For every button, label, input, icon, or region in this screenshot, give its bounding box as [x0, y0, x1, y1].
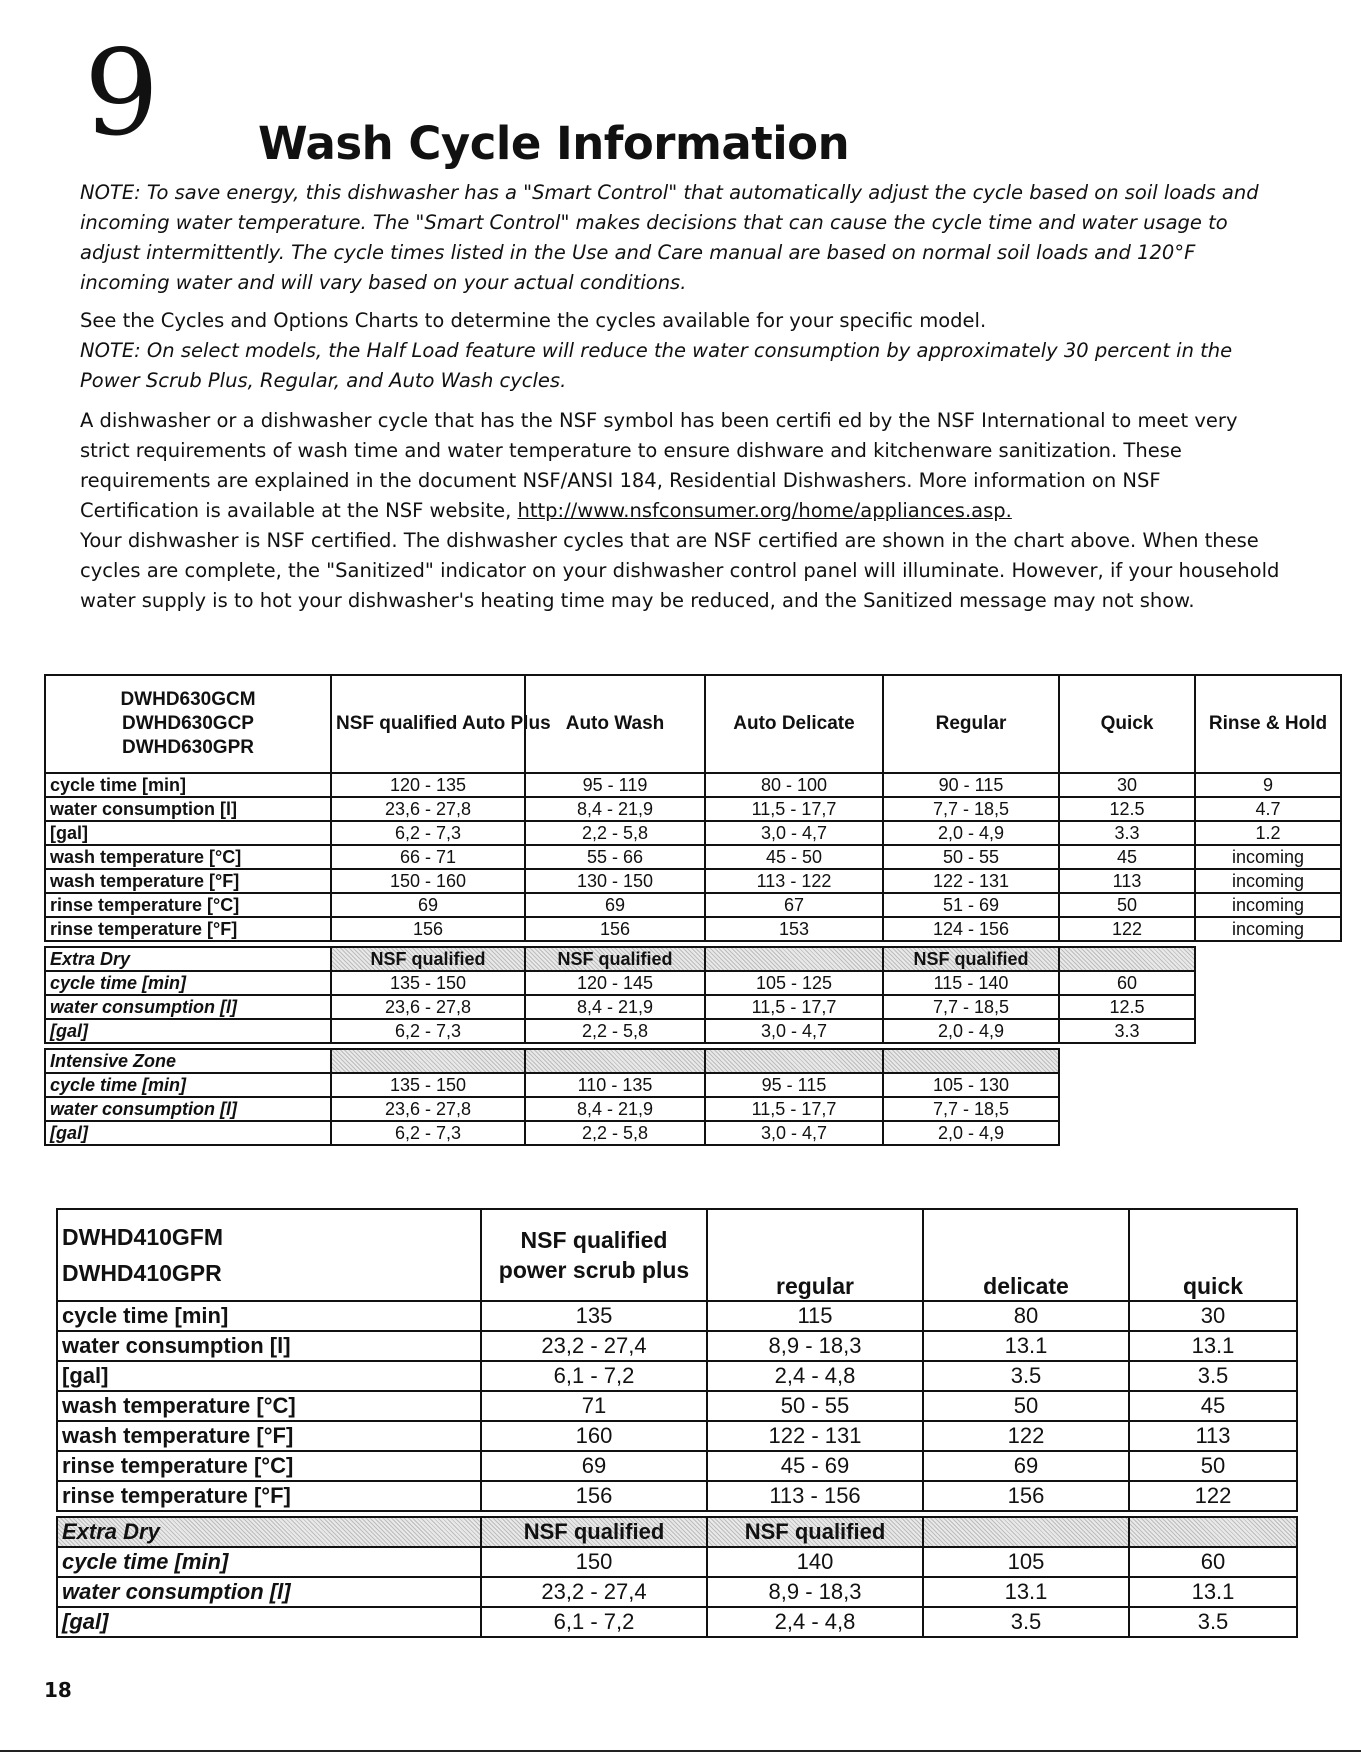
shaded-cell [1129, 1517, 1297, 1547]
nsf-badge: NSF qualified [525, 947, 705, 971]
extra-dry-label: Extra Dry [57, 1517, 481, 1547]
column-header: delicate [923, 1209, 1129, 1301]
table-cell: 150 - 160 [331, 869, 525, 893]
table-cell: 45 [1129, 1391, 1297, 1421]
table-cell: 113 [1059, 869, 1195, 893]
table-cell: 110 - 135 [525, 1073, 705, 1097]
row-label: water consumption [l] [45, 1097, 331, 1121]
empty-cell [1059, 1049, 1195, 1073]
table-row [45, 1121, 1341, 1145]
table-cell: 6,1 - 7,2 [481, 1361, 707, 1391]
intensive-header-row [45, 1049, 1341, 1073]
table-cell: 156 [481, 1481, 707, 1511]
table-cell: 2,0 - 4,9 [883, 821, 1059, 845]
table-cell: 105 - 125 [705, 971, 883, 995]
table-cell: 60 [1129, 1547, 1297, 1577]
table-cell: incoming [1195, 845, 1341, 869]
model-name: DWHD630GCP [122, 713, 254, 734]
table-cell: 3.5 [1129, 1607, 1297, 1637]
empty-cell [1195, 1019, 1341, 1043]
row-label: wash temperature [°C] [45, 845, 331, 869]
row-label: water consumption [l] [45, 995, 331, 1019]
intensive-label: Intensive Zone [45, 1049, 331, 1073]
row-label: wash temperature [°F] [45, 869, 331, 893]
table-row [57, 1391, 1297, 1421]
table-row [45, 1097, 1341, 1121]
row-label: rinse temperature [°C] [45, 893, 331, 917]
row-label: rinse temperature [°F] [45, 917, 331, 941]
table-row [45, 869, 1341, 893]
column-header: NSF qualified Auto Plus [331, 675, 525, 773]
table-cell: 2,2 - 5,8 [525, 821, 705, 845]
model-name: DWHD410GFM [62, 1224, 224, 1250]
nsf-website-link[interactable]: http://www.nsfconsumer.org/home/appliances.asp. [517, 499, 1012, 522]
table-cell: 3.5 [1129, 1361, 1297, 1391]
column-header: Rinse & Hold [1195, 675, 1341, 773]
table-cell: 45 [1059, 845, 1195, 869]
table-cell: 153 [705, 917, 883, 941]
column-header: Regular [883, 675, 1059, 773]
extra-dry-label: Extra Dry [45, 947, 331, 971]
table-cell: 80 [923, 1301, 1129, 1331]
table-cell: 120 - 135 [331, 773, 525, 797]
table-cell: 8,4 - 21,9 [525, 995, 705, 1019]
nsf-certified-text: Your dishwasher is NSF certified. The dishwasher cycles that are NSF certified are shown in the chart above. When these cycles are complete, the "Sanitized" indicator on your dishwasher control panel will illuminate. However, if your household water supply is to hot your dishwasher's heating time may be reduced, and the Sanitized message may not show. [80, 529, 1280, 612]
model-list [45, 675, 331, 773]
table-row [45, 995, 1341, 1019]
table-cell: 8,9 - 18,3 [707, 1331, 923, 1361]
table-cell: 122 [1059, 917, 1195, 941]
table-cell: 51 - 69 [883, 893, 1059, 917]
table-cell: 13.1 [1129, 1577, 1297, 1607]
see-charts-text: See the Cycles and Options Charts to determine the cycles available for your specific model. [80, 309, 987, 332]
column-header: quick [1129, 1209, 1297, 1301]
table-cell: incoming [1195, 917, 1341, 941]
row-label: rinse temperature [°C] [57, 1451, 481, 1481]
shaded-cell [705, 947, 883, 971]
table-cell: 122 - 131 [883, 869, 1059, 893]
footer-rule [0, 1750, 1361, 1752]
table-cell: 95 - 119 [525, 773, 705, 797]
nsf-paragraph [80, 406, 1280, 526]
empty-cell [1059, 1121, 1195, 1145]
table-cell: 12.5 [1059, 797, 1195, 821]
model-name: DWHD410GPR [62, 1260, 222, 1286]
table-cell: 6,2 - 7,3 [331, 1121, 525, 1145]
table-cell: 2,4 - 4,8 [707, 1607, 923, 1637]
table-cell: 50 [923, 1391, 1129, 1421]
table-cell: 3.5 [923, 1361, 1129, 1391]
empty-cell [1059, 1073, 1195, 1097]
nsf-info [80, 406, 1280, 616]
table-row [57, 1607, 1297, 1637]
row-label: wash temperature [°C] [57, 1391, 481, 1421]
table-row [57, 1451, 1297, 1481]
table-cell: 113 - 122 [705, 869, 883, 893]
table-cell: 45 - 50 [705, 845, 883, 869]
column-header: regular [707, 1209, 923, 1301]
extra-dry-header-row [45, 947, 1341, 971]
table-cell: 122 [1129, 1481, 1297, 1511]
table-cell: 8,4 - 21,9 [525, 1097, 705, 1121]
nsf-text: A dishwasher or a dishwasher cycle that has the NSF symbol has been certifi ed by the NSF International to meet very strict requirements of wash time and water temperature to ensure dishware and kitchenware sanitization. These requirements are explained in the document NSF/ANSI 184, Residential Dishwashers. More information on NSF Certification is available at the NSF website, [80, 409, 1238, 522]
row-label: wash temperature [°F] [57, 1421, 481, 1451]
empty-cell [1195, 971, 1341, 995]
column-header [481, 1209, 707, 1301]
row-label: cycle time [min] [45, 971, 331, 995]
cycle-table-dwhd630 [44, 674, 1342, 1146]
table-cell: 160 [481, 1421, 707, 1451]
table-cell: 69 [331, 893, 525, 917]
table-cell: 3.5 [923, 1607, 1129, 1637]
shaded-cell [705, 1049, 883, 1073]
shaded-cell [923, 1517, 1129, 1547]
table-cell: 8,9 - 18,3 [707, 1577, 923, 1607]
table-row [57, 1301, 1297, 1331]
cycle-table-dwhd410 [56, 1208, 1298, 1638]
table-cell: 140 [707, 1547, 923, 1577]
table-cell: 113 [1129, 1421, 1297, 1451]
table-cell: 3,0 - 4,7 [705, 1121, 883, 1145]
table-cell: 67 [705, 893, 883, 917]
table-cell: 95 - 115 [705, 1073, 883, 1097]
row-label: cycle time [min] [57, 1301, 481, 1331]
column-header: Quick [1059, 675, 1195, 773]
table-cell: 30 [1129, 1301, 1297, 1331]
note-half-load: NOTE: On select models, the Half Load feature will reduce the water consumption by approximately 30 percent in the Power Scrub Plus, Regular, and Auto Wash cycles. [80, 339, 1233, 392]
table-cell: 7,7 - 18,5 [883, 1097, 1059, 1121]
row-label: cycle time [min] [57, 1547, 481, 1577]
row-label: water consumption [l] [57, 1331, 481, 1361]
note-smart-control: NOTE: To save energy, this dishwasher has a "Smart Control" that automatically adjust the cycle based on soil loads and incoming water temperature. The "Smart Control" makes decisions that can cause the cycle time and water usage to adjust intermittently. The cycle times listed in the Use and Care manual are based on normal soil loads and 120°F incoming water and will vary based on your actual conditions. [80, 181, 1259, 294]
table-cell: 113 - 156 [707, 1481, 923, 1511]
table-cell: 30 [1059, 773, 1195, 797]
row-label: water consumption [l] [57, 1577, 481, 1607]
nsf-badge: NSF qualified [331, 947, 525, 971]
table-cell: 135 [481, 1301, 707, 1331]
model-name: DWHD630GPR [122, 737, 254, 758]
table-cell: 90 - 115 [883, 773, 1059, 797]
table-cell: 1.2 [1195, 821, 1341, 845]
table-cell: 2,2 - 5,8 [525, 1121, 705, 1145]
row-label: cycle time [min] [45, 773, 331, 797]
table-cell: 122 [923, 1421, 1129, 1451]
table-row [57, 1361, 1297, 1391]
table-row [57, 1547, 1297, 1577]
row-label: [gal] [45, 1121, 331, 1145]
cycles-reference [80, 306, 1280, 396]
table-cell: 150 [481, 1547, 707, 1577]
table-cell: 60 [1059, 971, 1195, 995]
table-cell: 69 [481, 1451, 707, 1481]
table-row [57, 1481, 1297, 1511]
table-cell: 156 [923, 1481, 1129, 1511]
table-row [45, 821, 1341, 845]
table-cell: 69 [923, 1451, 1129, 1481]
table-cell: 50 - 55 [707, 1391, 923, 1421]
shaded-cell [331, 1049, 525, 1073]
table-cell: 11,5 - 17,7 [705, 995, 883, 1019]
table-row [45, 773, 1341, 797]
empty-cell [1195, 1097, 1341, 1121]
table-cell: 71 [481, 1391, 707, 1421]
table-cell: 9 [1195, 773, 1341, 797]
table-header-row [57, 1209, 1297, 1301]
table-cell: 122 - 131 [707, 1421, 923, 1451]
row-label: [gal] [45, 821, 331, 845]
shaded-cell [883, 1049, 1059, 1073]
table-cell: 55 - 66 [525, 845, 705, 869]
table-row [45, 1019, 1341, 1043]
table-cell: 3.3 [1059, 1019, 1195, 1043]
table-cell: 69 [525, 893, 705, 917]
table-cell: 11,5 - 17,7 [705, 1097, 883, 1121]
table-row [45, 971, 1341, 995]
table-cell: 105 [923, 1547, 1129, 1577]
table-cell: 45 - 69 [707, 1451, 923, 1481]
table-cell: 135 - 150 [331, 971, 525, 995]
empty-cell [1059, 1097, 1195, 1121]
table-cell: 124 - 156 [883, 917, 1059, 941]
table-cell: 2,2 - 5,8 [525, 1019, 705, 1043]
table-cell: 6,2 - 7,3 [331, 1019, 525, 1043]
model-list [57, 1209, 481, 1301]
table-cell: 115 [707, 1301, 923, 1331]
empty-cell [1195, 947, 1341, 971]
row-label: [gal] [57, 1607, 481, 1637]
table-row [45, 917, 1341, 941]
table-cell: 2,0 - 4,9 [883, 1019, 1059, 1043]
table-cell: 80 - 100 [705, 773, 883, 797]
table-cell: 156 [525, 917, 705, 941]
table-cell: 3,0 - 4,7 [705, 1019, 883, 1043]
table-cell: 23,2 - 27,4 [481, 1331, 707, 1361]
table-cell: 11,5 - 17,7 [705, 797, 883, 821]
table-cell: incoming [1195, 893, 1341, 917]
table-row [57, 1331, 1297, 1361]
table-cell: 13.1 [923, 1331, 1129, 1361]
shaded-cell [1059, 947, 1195, 971]
table-cell: incoming [1195, 869, 1341, 893]
table-cell: 105 - 130 [883, 1073, 1059, 1097]
table-cell: 3.3 [1059, 821, 1195, 845]
row-label: [gal] [45, 1019, 331, 1043]
empty-cell [1195, 995, 1341, 1019]
table-cell: 4.7 [1195, 797, 1341, 821]
table-row [45, 1073, 1341, 1097]
table-cell: 115 - 140 [883, 971, 1059, 995]
table-cell: 13.1 [923, 1577, 1129, 1607]
shaded-cell [525, 1049, 705, 1073]
extra-dry-header-row [57, 1517, 1297, 1547]
nsf-badge: NSF qualified [481, 1517, 707, 1547]
table-cell: 2,0 - 4,9 [883, 1121, 1059, 1145]
table-cell: 7,7 - 18,5 [883, 797, 1059, 821]
empty-cell [1195, 1073, 1341, 1097]
column-header: Auto Delicate [705, 675, 883, 773]
row-label: water consumption [l] [45, 797, 331, 821]
table-cell: 50 [1129, 1451, 1297, 1481]
table-cell: 3,0 - 4,7 [705, 821, 883, 845]
table-cell: 135 - 150 [331, 1073, 525, 1097]
table-cell: 23,6 - 27,8 [331, 1097, 525, 1121]
empty-cell [1195, 1049, 1341, 1073]
table-row [57, 1421, 1297, 1451]
table-cell: 120 - 145 [525, 971, 705, 995]
column-header-line: NSF qualified [520, 1227, 668, 1253]
smart-control-note [80, 178, 1280, 298]
table-cell: 23,6 - 27,8 [331, 995, 525, 1019]
table-row [45, 893, 1341, 917]
table-cell: 66 - 71 [331, 845, 525, 869]
empty-cell [1195, 1121, 1341, 1145]
table-cell: 6,1 - 7,2 [481, 1607, 707, 1637]
table-cell: 50 - 55 [883, 845, 1059, 869]
row-label: rinse temperature [°F] [57, 1481, 481, 1511]
table-cell: 7,7 - 18,5 [883, 995, 1059, 1019]
row-label: [gal] [57, 1361, 481, 1391]
table-cell: 6,2 - 7,3 [331, 821, 525, 845]
table-cell: 50 [1059, 893, 1195, 917]
nsf-badge: NSF qualified [883, 947, 1059, 971]
chapter-number: 9 [84, 24, 160, 162]
model-name: DWHD630GCM [120, 689, 256, 710]
table-cell: 23,2 - 27,4 [481, 1577, 707, 1607]
table-cell: 13.1 [1129, 1331, 1297, 1361]
row-label: cycle time [min] [45, 1073, 331, 1097]
column-header: Auto Wash [525, 675, 705, 773]
table-cell: 130 - 150 [525, 869, 705, 893]
table-header-row [45, 675, 1341, 773]
table-cell: 8,4 - 21,9 [525, 797, 705, 821]
table-row [45, 797, 1341, 821]
table-cell: 23,6 - 27,8 [331, 797, 525, 821]
column-header-line: power scrub plus [498, 1257, 690, 1283]
page-number: 18 [44, 1678, 72, 1702]
table-row [45, 845, 1341, 869]
table-cell: 12.5 [1059, 995, 1195, 1019]
table-row [57, 1577, 1297, 1607]
table-cell: 2,4 - 4,8 [707, 1361, 923, 1391]
page-title: Wash Cycle Information [258, 117, 850, 170]
table-cell: 156 [331, 917, 525, 941]
nsf-badge: NSF qualified [707, 1517, 923, 1547]
